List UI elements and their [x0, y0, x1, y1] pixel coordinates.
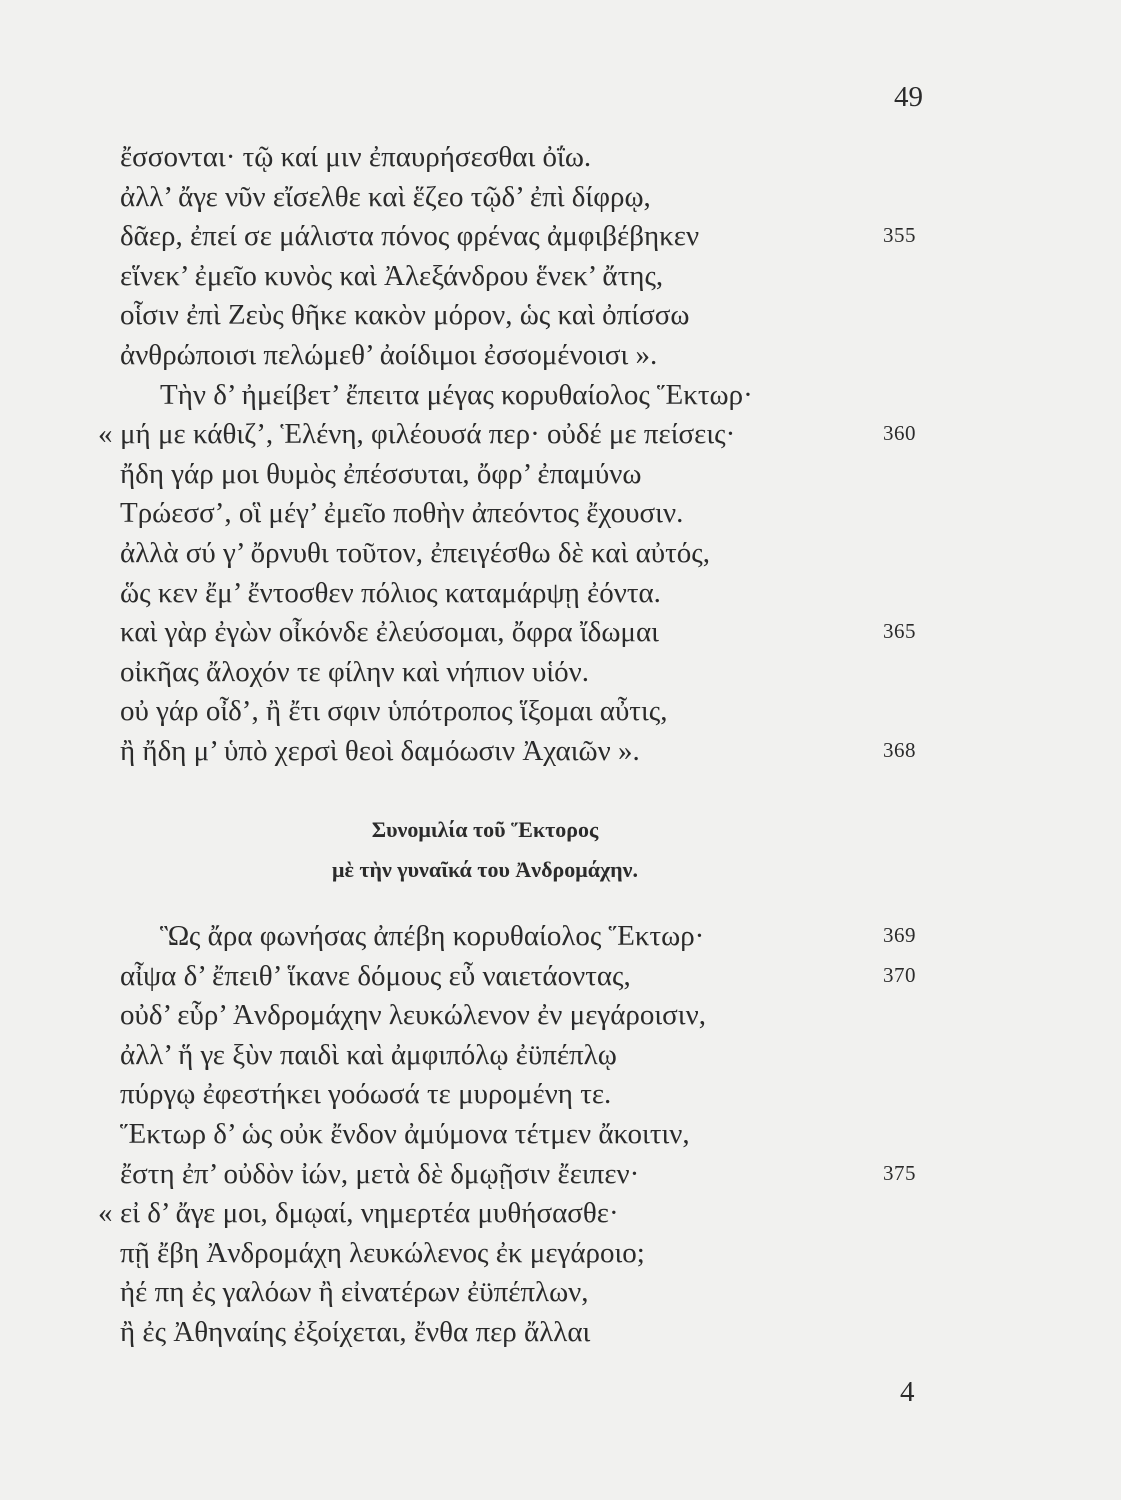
verse-text: μή με κάθιζ’, Ἑλένη, φιλέουσά περ· οὐδέ με πείσεις·	[120, 418, 736, 451]
verse-line	[98, 415, 930, 455]
verse-text: οὐδ’ εὗρ’ Ἀνδρομάχην λευκώλενον ἐν μεγάροισιν,	[120, 999, 706, 1032]
verse-line	[120, 917, 930, 957]
line-number: 375	[883, 1160, 916, 1185]
verse-line	[120, 1234, 930, 1274]
verse-block-1	[98, 138, 930, 772]
verse-text: ἀλλὰ σύ γ’ ὄρνυθι τοῦτον, ἐπειγέσθω δὲ καὶ αὐτός,	[120, 536, 711, 569]
verse-text: ἀνθρώποισι πελώμεθ’ ἀοίδιμοι ἐσσομένοισι ».	[120, 338, 658, 371]
verse-line	[98, 1194, 930, 1234]
verse-text: οἷσιν ἐπὶ Ζεὺς θῆκε κακὸν μόρον, ὡς καὶ ὀπίσσω	[120, 299, 690, 332]
verse-text: ἤδη γάρ μοι θυμὸς ἐπέσσυται, ὄφρ’ ἐπαμύνω	[120, 457, 642, 490]
verse-text: Ὣς ἄρα φωνήσας ἀπέβη κορυθαίολος Ἕκτωρ·	[160, 920, 705, 952]
line-number: 355	[883, 223, 916, 248]
verse-line	[120, 376, 930, 416]
verse-text: Τρώεσσ’, οἳ μέγ’ ἐμεῖο ποθὴν ἀπεόντος ἔχουσιν.	[120, 497, 684, 530]
verse-line	[120, 1115, 930, 1155]
verse-text: πύργῳ ἐφεστήκει γοόωσά τε μυρομένη τε.	[120, 1078, 612, 1111]
verse-text: Ἕκτωρ δ’ ὡς οὐκ ἔνδον ἀμύμονα τέτμεν ἄκοιτιν,	[120, 1117, 690, 1150]
section-heading-line-2: μὲ τὴν γυναῖκά του Ἀνδρομάχην.	[331, 857, 639, 882]
opening-quote-mark: «	[98, 418, 113, 451]
verse-text: ἢ ἐς Ἀθηναίης ἐξοίχεται, ἔνθα περ ἄλλαι	[120, 1315, 591, 1348]
verse-line	[120, 1036, 930, 1076]
verse-text: ἔσσονται· τῷ καί μιν ἐπαυρήσεσθαι ὀΐω.	[120, 141, 592, 173]
verse-block-2	[98, 917, 930, 1353]
verse-line	[120, 455, 930, 495]
verse-text: οἰκῆας ἄλοχόν τε φίλην καὶ νήπιον υἱόν.	[120, 655, 590, 688]
verse-line	[120, 1313, 930, 1353]
verse-text: οὐ γάρ οἶδ’, ἢ ἔτι σφιν ὑπότροπος ἵξομαι αὖτις,	[120, 695, 668, 728]
verse-line	[120, 1273, 930, 1313]
verse-line	[120, 996, 930, 1036]
verse-text: ἀλλ’ ἥ γε ξὺν παιδὶ καὶ ἀμφιπόλῳ ἐϋπέπλῳ	[120, 1038, 617, 1071]
verse-text: εἵνεκ’ ἐμεῖο κυνὸς καὶ Ἀλεξάνδρου ἕνεκ’ ἄτης,	[120, 259, 664, 292]
verse-text: Τὴν δ’ ἠμείβετ’ ἔπειτα μέγας κορυθαίολος Ἕκτωρ·	[160, 378, 753, 411]
verse-line	[120, 692, 930, 732]
verse-line	[120, 178, 930, 218]
verse-line	[120, 732, 930, 772]
verse-line	[120, 534, 930, 574]
verse-text: δᾶερ, ἐπεί σε μάλιστα πόνος φρένας ἀμφιβέβηκεν	[120, 220, 700, 253]
verse-text: ὥς κεν ἔμ’ ἔντοσθεν πόλιος καταμάρψῃ ἐόντα.	[120, 576, 661, 609]
line-number: 370	[883, 962, 916, 987]
verse-line	[120, 653, 930, 693]
opening-quote-mark: «	[98, 1197, 113, 1230]
verse-text: ἢ ἤδη μ’ ὑπὸ χερσὶ θεοὶ δαμόωσιν Ἀχαιῶν ».	[120, 734, 640, 767]
verse-line	[120, 574, 930, 614]
signature-mark: 4	[900, 1376, 915, 1408]
verse-line	[120, 296, 930, 336]
verse-text: αἶψα δ’ ἔπειθ’ ἵκανε δόμους εὖ ναιετάοντας,	[120, 959, 631, 992]
verse-line	[120, 1075, 930, 1115]
verse-line	[120, 138, 930, 178]
line-number: 369	[883, 923, 916, 947]
verse-line	[120, 257, 930, 297]
verse-line	[120, 336, 930, 376]
verse-text: πῇ ἔβη Ἀνδρομάχη λευκώλενος ἐκ μεγάροιο;	[120, 1236, 645, 1269]
verse-text: ἀλλ’ ἄγε νῦν εἴσελθε καὶ ἕζεο τῷδ’ ἐπὶ δίφρῳ,	[120, 180, 651, 213]
line-number: 368	[883, 737, 916, 762]
verse-line	[120, 957, 930, 997]
section-heading-line-1: Συνομιλία τοῦ Ἕκτορος	[371, 817, 599, 842]
verse-text: ἔστη ἐπ’ οὐδὸν ἰών, μετὰ δὲ δμῳῇσιν ἔειπεν·	[120, 1157, 640, 1190]
verse-line	[120, 217, 930, 257]
verse-line	[120, 613, 930, 653]
page-number: 49	[894, 81, 923, 113]
verse-text: καὶ γὰρ ἐγὼν οἶκόνδε ἐλεύσομαι, ὄφρα ἴδωμαι	[120, 616, 659, 649]
line-number: 365	[883, 619, 916, 644]
line-number: 360	[883, 421, 916, 446]
verse-text: εἰ δ’ ἄγε μοι, δμῳαί, νημερτέα μυθήσασθε·	[120, 1197, 619, 1230]
verse-text: ἠέ πη ἐς γαλόων ἢ εἰνατέρων ἐϋπέπλων,	[120, 1276, 589, 1309]
section-heading	[120, 810, 850, 890]
verse-line	[120, 1155, 930, 1195]
verse-line	[120, 494, 930, 534]
